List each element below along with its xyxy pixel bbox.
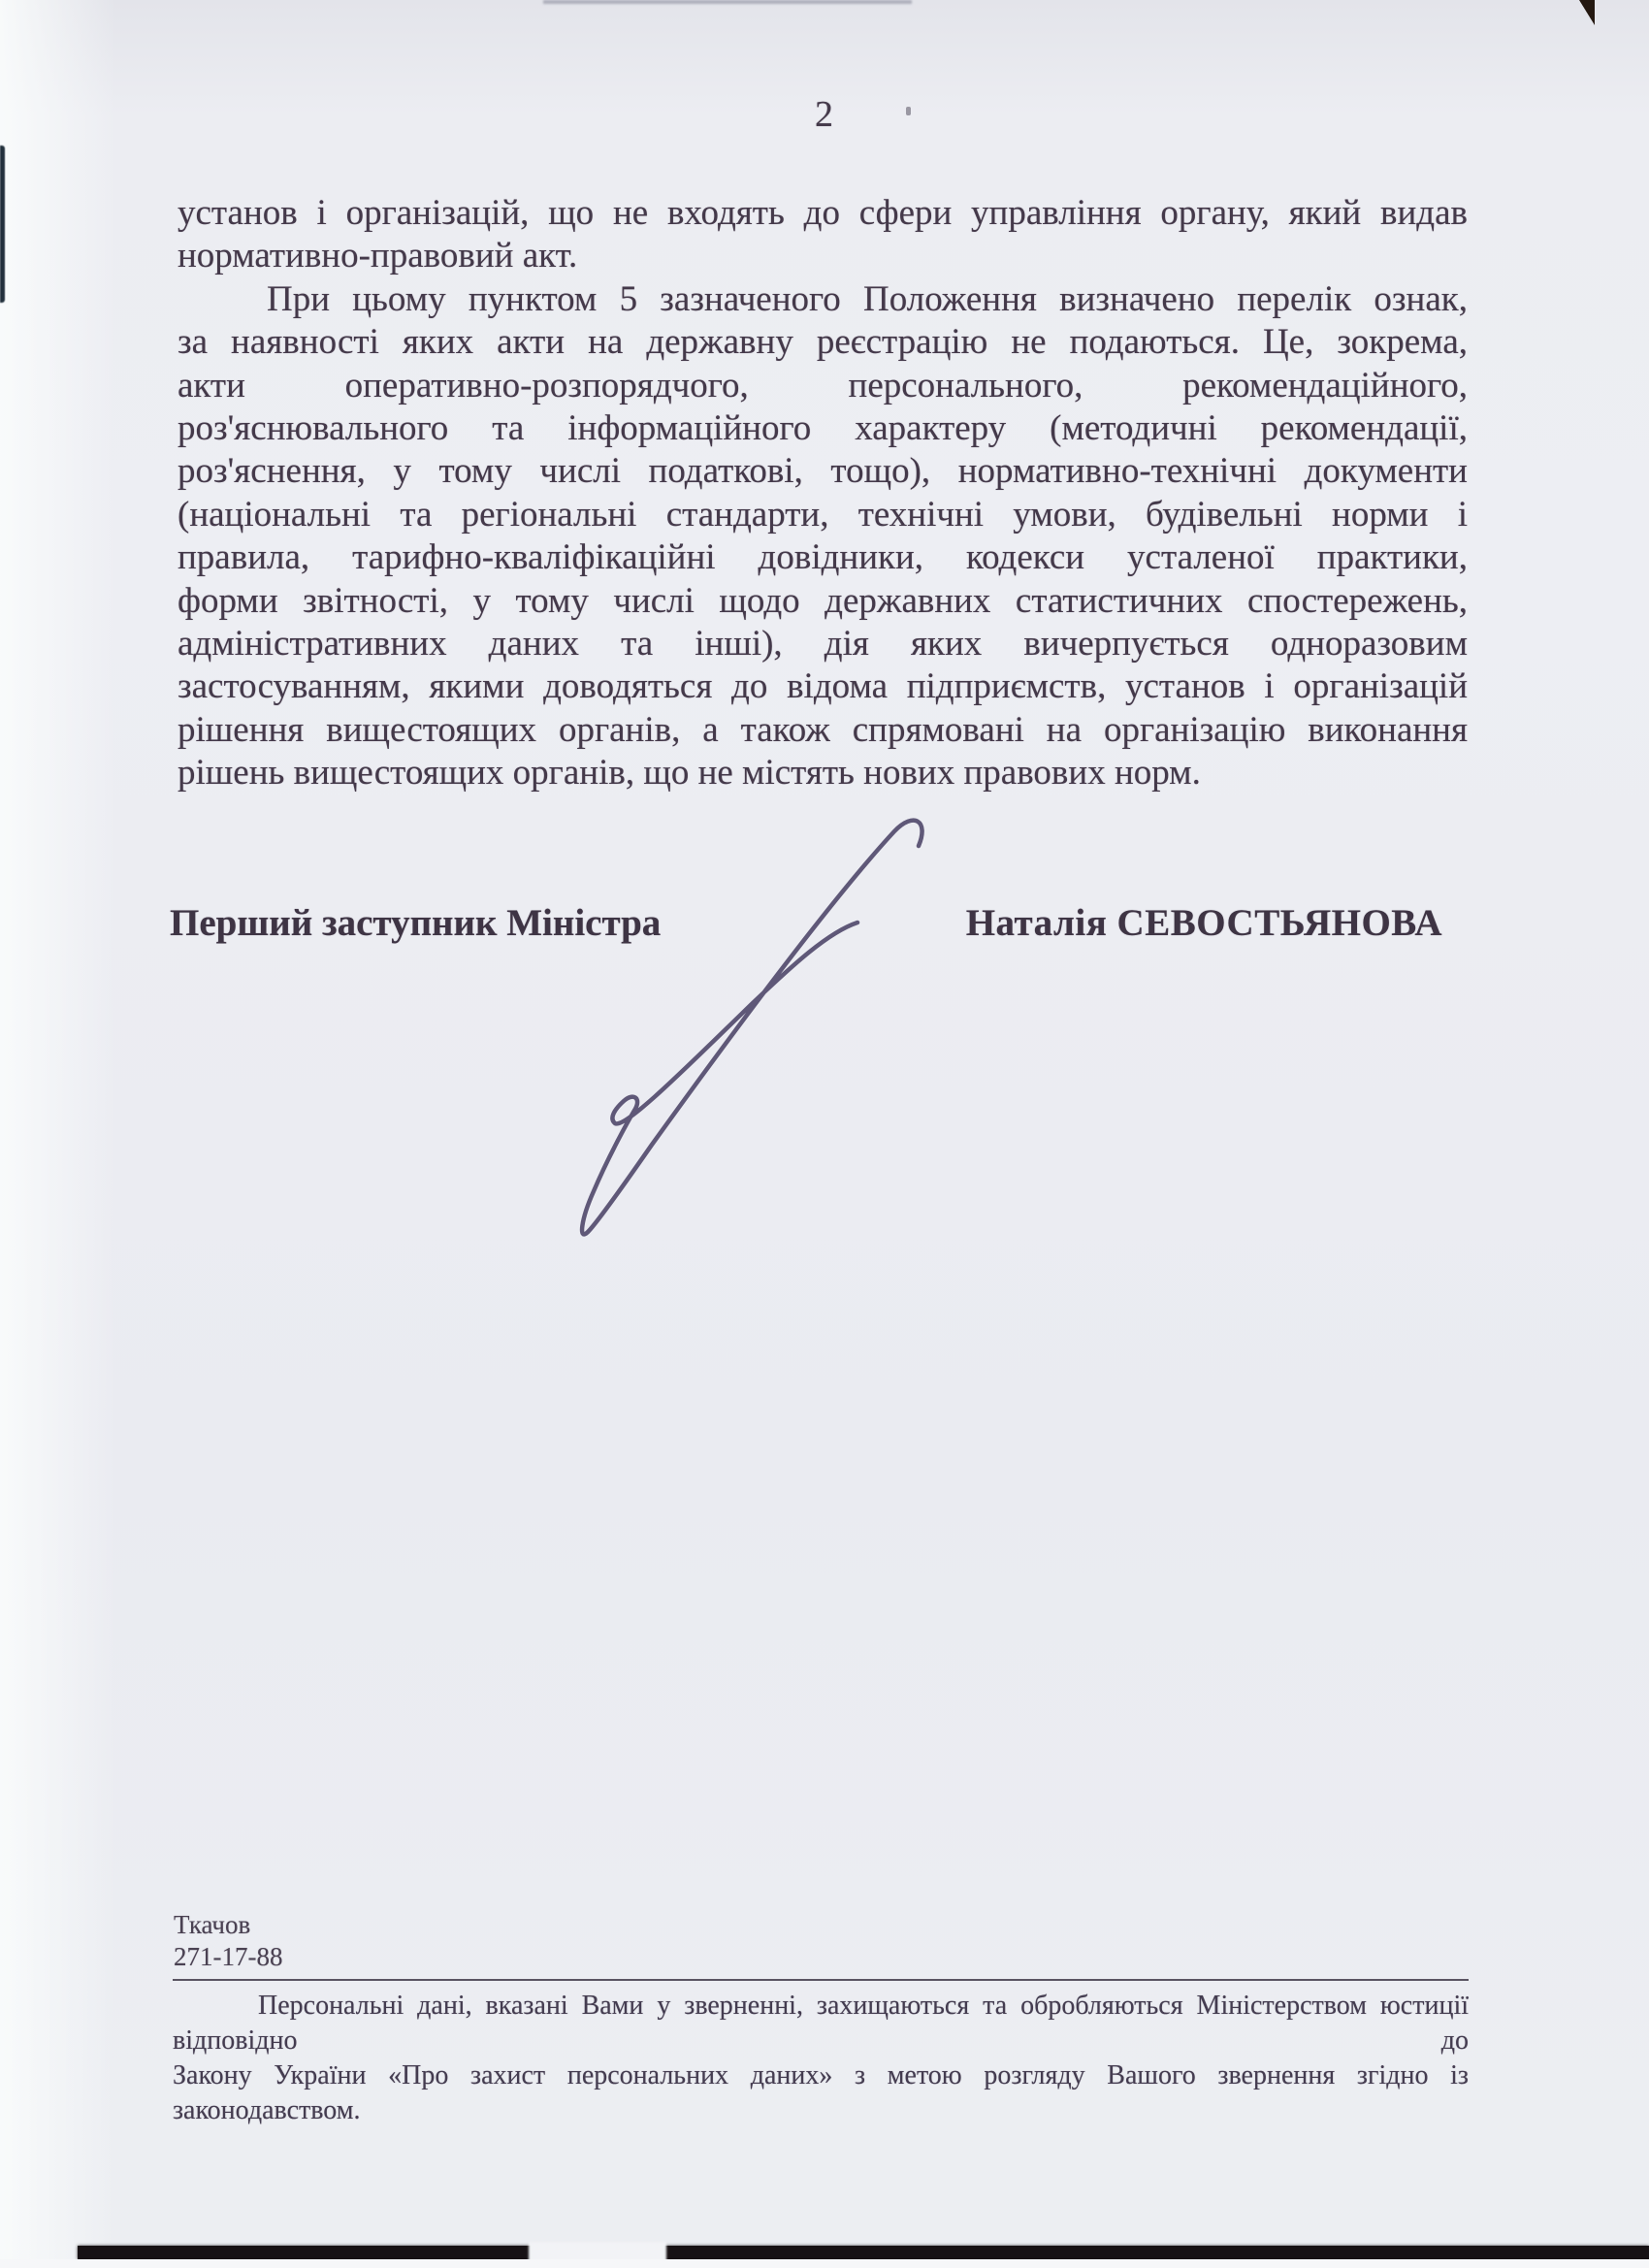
scan-bottom-edge xyxy=(0,2259,1649,2268)
body-line: При цьому пунктом 5 зазначеного Положення визначено перелік ознак, xyxy=(267,278,1468,319)
signer-name: Наталія СЕВОСТЬЯНОВА xyxy=(965,902,1442,944)
body-line: форми звітності, у тому числі щодо державних статистичних спостережень, xyxy=(178,580,1468,621)
scan-artifact-left xyxy=(0,146,5,303)
body-line: рішень вищестоящих органів, що не містять нових правових норм. xyxy=(178,753,1201,794)
privacy-notice xyxy=(173,1989,1469,2128)
scan-speck xyxy=(906,107,911,115)
body-line: адміністративних даних та інші), дія яких вичерпується одноразовим xyxy=(178,624,1468,664)
signer-title: Перший заступник Міністра xyxy=(170,902,662,944)
scan-artifact-top xyxy=(543,0,912,4)
footer-line: Персональні дані, вказані Вами у зверненні, захищаються та обробляються Міністерством юстиції відповідно до xyxy=(173,1991,1469,2056)
body-line: (національні та регіональні стандарти, технічні умови, будівельні норми і xyxy=(178,494,1468,535)
footer-line: Закону України «Про захист персональних даних» з метою розгляду Вашого звернення згідно із законодавством. xyxy=(173,2060,1469,2125)
page-number: 2 xyxy=(815,94,834,135)
executor-contact xyxy=(174,1909,282,1973)
handwritten-signature xyxy=(536,769,983,1274)
body-line: акти оперативно-розпорядчого, персонального, рекомендаційного, xyxy=(178,365,1468,405)
body-line: правила, тарифно-кваліфікаційні довідники, кодекси усталеної практики, xyxy=(178,537,1468,578)
body-line: роз'яснювального та інформаційного характеру (методичні рекомендації, xyxy=(178,408,1468,449)
scan-border-bottom xyxy=(78,2246,1649,2259)
body-line: установ і організацій, що не входять до сфери управління органу, який видав xyxy=(178,193,1468,233)
executor-phone: 271-17-88 xyxy=(174,1942,283,1971)
document-body xyxy=(178,192,1468,795)
body-line: роз'яснення, у тому числі податкові, тощо), нормативно-технічні документи xyxy=(178,451,1468,492)
footer xyxy=(173,1979,1469,2128)
footer-divider xyxy=(173,1979,1469,1981)
body-line: за наявності яких акти на державну реєстрацію не подаються. Це, зокрема, xyxy=(178,322,1468,363)
signature-row xyxy=(170,901,1445,950)
executor-name: Ткачов xyxy=(174,1910,251,1939)
scan-border-right xyxy=(1593,0,1649,2262)
paper-sheen xyxy=(0,0,116,2268)
body-line: рішення вищестоящих органів, а також спрямовані на організацію виконання xyxy=(178,709,1468,750)
body-line: нормативно-правовий акт. xyxy=(178,236,578,276)
body-line: застосуванням, якими доводяться до відома підприємств, установ і організацій xyxy=(178,666,1468,707)
